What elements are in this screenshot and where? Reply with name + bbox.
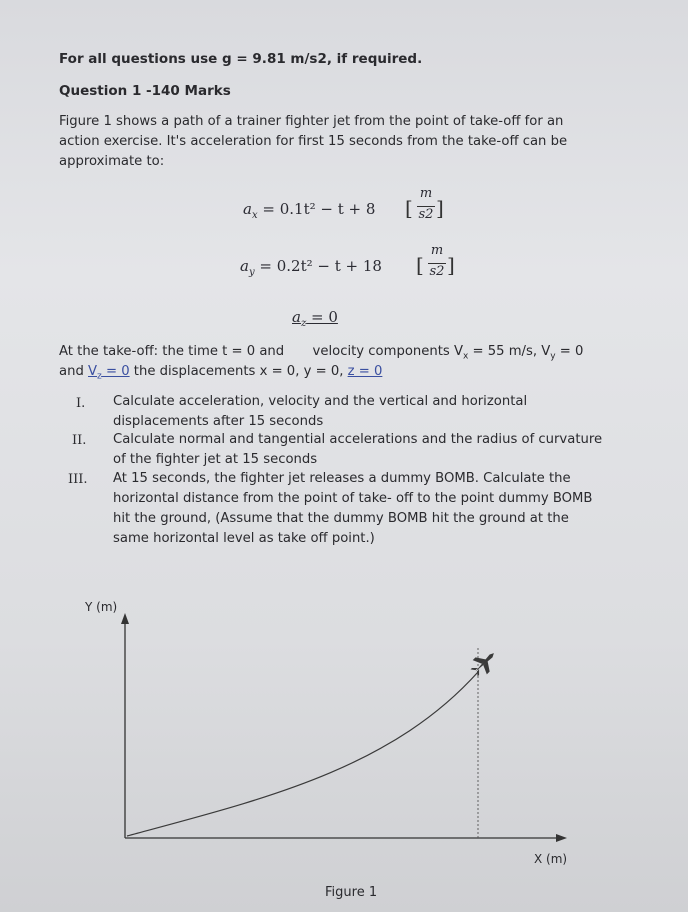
vx-value: = 55 m/s, V: [468, 344, 551, 359]
velocity-text: velocity components V: [312, 344, 463, 359]
intro-line-2: action exercise. It's acceleration for first 15 seconds from the take-off can be: [59, 134, 568, 149]
vz-value: = 0: [101, 364, 130, 379]
ax-symbol: a: [243, 200, 252, 218]
ax-bracket-close: ]: [436, 196, 444, 220]
question-1-line-1: Calculate acceleration, velocity and the vertical and horizontal: [113, 394, 528, 409]
fighter-jet-icon: [467, 646, 501, 680]
question-2-numeral: II.: [72, 433, 87, 448]
z-condition: z = 0: [347, 364, 383, 379]
question-2-line-2: of the fighter jet at 15 seconds: [113, 452, 318, 467]
y-axis-arrow: [121, 613, 129, 624]
ax-unit-numerator: m: [419, 186, 433, 201]
trajectory-path: [127, 672, 478, 836]
vy-subscript: y: [550, 351, 556, 362]
vz-subscript: z: [97, 371, 102, 382]
x-axis-label: X (m): [534, 852, 568, 866]
question-1-line-2: displacements after 15 seconds: [113, 414, 324, 429]
intro-line-3: approximate to:: [59, 154, 165, 169]
az-symbol: a: [292, 308, 301, 326]
question-3-numeral: III.: [68, 472, 88, 487]
question-1-numeral: I.: [76, 396, 86, 411]
ay-unit-numerator: m: [430, 243, 444, 258]
question-2-line-1: Calculate normal and tangential accelerations and the radius of curvature: [113, 432, 603, 447]
ay-expression: = 0.2t² − t + 18: [259, 257, 382, 275]
displacements-text: the displacements x = 0, y = 0,: [129, 364, 348, 379]
x-axis-arrow: [556, 834, 567, 842]
figure-caption: Figure 1: [325, 885, 378, 900]
intro-line-1: Figure 1 shows a path of a trainer fighter jet from the point of take-off for an: [59, 114, 564, 129]
vz-symbol: V: [88, 364, 98, 379]
takeoff-time-text: At the take-off: the time t = 0 and: [59, 344, 285, 359]
y-axis-label: Y (m): [85, 600, 118, 614]
question-title: Question 1 -140 Marks: [59, 83, 231, 99]
ay-bracket-close: ]: [447, 253, 455, 277]
ay-symbol: a: [240, 257, 249, 275]
ax-unit-denominator: s2: [418, 207, 434, 222]
az-subscript: z: [300, 318, 307, 329]
question-3-line-4: same horizontal level as take off point.): [113, 531, 375, 546]
question-3-line-3: hit the ground, (Assume that the dummy BOMB hit the ground at the: [113, 511, 569, 526]
ax-subscript: x: [251, 210, 258, 221]
vx-subscript: x: [462, 351, 469, 362]
ay-subscript: y: [248, 267, 255, 278]
az-expression: = 0: [311, 308, 338, 326]
vy-value: = 0: [555, 344, 584, 359]
instruction-line: For all questions use g = 9.81 m/s2, if required.: [59, 51, 423, 67]
question-3-line-2: horizontal distance from the point of take- off to the point dummy BOMB: [113, 491, 593, 506]
ax-expression: = 0.1t² − t + 8: [262, 200, 376, 218]
question-3-line-1: At 15 seconds, the fighter jet releases a dummy BOMB. Calculate the: [113, 471, 571, 486]
ax-bracket-open: [: [405, 196, 413, 220]
ay-bracket-open: [: [416, 253, 424, 277]
ay-unit-denominator: s2: [429, 264, 445, 279]
and-text: and: [59, 364, 89, 379]
